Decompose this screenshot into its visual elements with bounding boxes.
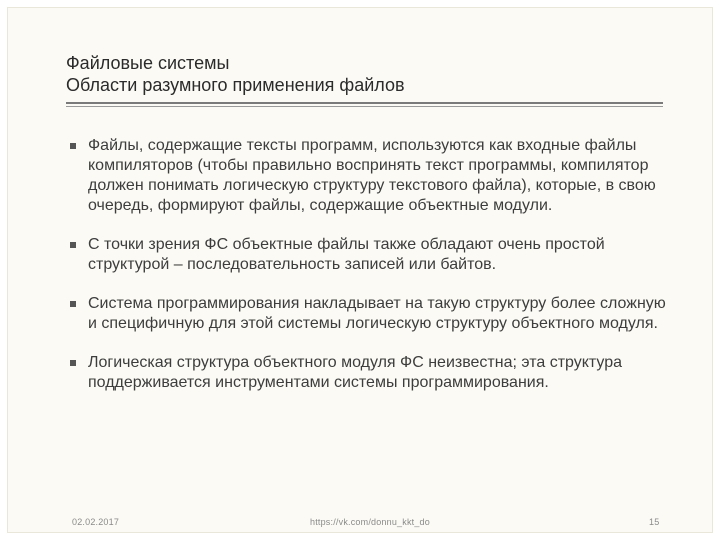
bullet-text: С точки зрения ФС объектные файлы также обладают очень простой структурой – последовательность записей или байтов. bbox=[88, 236, 605, 273]
bullet-text: Файлы, содержащие тексты программ, используются как входные файлы компиляторов (чтобы правильно воспринять текст программы, компилятор должен понимать логическую структуру текстового файла), которые, в свою очередь, формируют файлы, содержащие объектные модули. bbox=[88, 137, 656, 214]
footer-page-number: 15 bbox=[649, 517, 660, 527]
footer-link[interactable]: https://vk.com/donnu_kkt_do bbox=[310, 517, 430, 527]
slide-title bbox=[66, 52, 666, 96]
slide bbox=[7, 7, 713, 533]
bullet-list bbox=[68, 136, 666, 412]
slide-title-line-1: Файловые системы bbox=[66, 53, 230, 73]
bullet-item bbox=[68, 136, 666, 216]
footer-date: 02.02.2017 bbox=[72, 517, 120, 527]
slide-title-line-2: Области разумного применения файлов bbox=[66, 75, 405, 95]
square-bullet-icon bbox=[70, 242, 76, 248]
square-bullet-icon bbox=[70, 301, 76, 307]
square-bullet-icon bbox=[70, 360, 76, 366]
bullet-item bbox=[68, 294, 666, 334]
bullet-text: Логическая структура объектного модуля ФС неизвестна; эта структура поддерживается инструментами системы программирования. bbox=[88, 354, 623, 391]
bullet-text: Система программирования накладывает на такую структуру более сложную и специфичную для этой системы логическую структуру объектного модуля. bbox=[88, 295, 666, 332]
square-bullet-icon bbox=[70, 143, 76, 149]
bullet-item bbox=[68, 235, 666, 275]
title-divider bbox=[66, 102, 663, 107]
bullet-item bbox=[68, 353, 666, 393]
